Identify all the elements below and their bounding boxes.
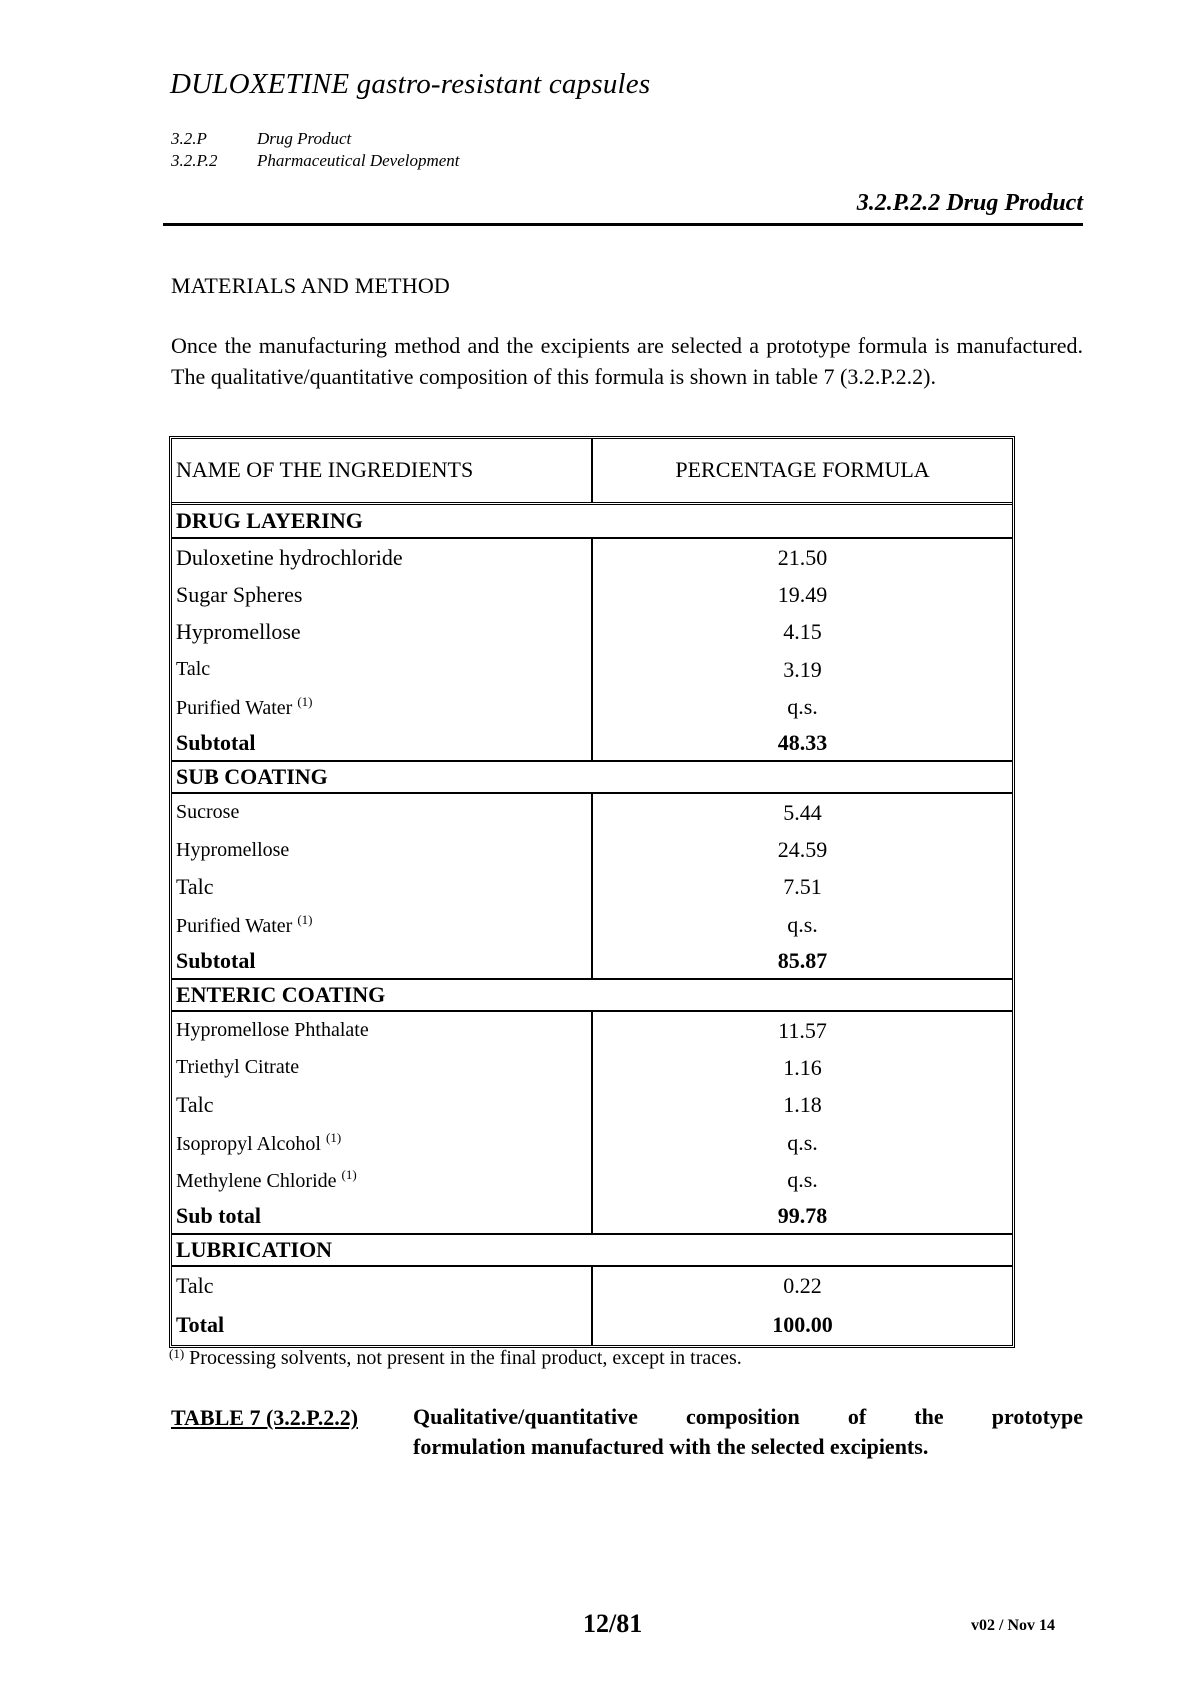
section-number: 3.2.P — [171, 129, 207, 148]
table-row — [172, 1266, 1012, 1304]
ingredient-value: 0.22 — [783, 1272, 822, 1298]
footnote-marker: (1) — [297, 911, 313, 927]
table-header-row — [172, 439, 1012, 503]
ingredient-name: Triethyl Citrate — [172, 1049, 592, 1086]
ingredient-value: 1.16 — [783, 1054, 822, 1080]
section-title: SUB COATING — [172, 761, 1012, 793]
section-row — [171, 150, 460, 172]
ingredient-name: Hypromellose — [172, 614, 592, 651]
section-label: Pharmaceutical Development — [257, 151, 460, 170]
section-number: 3.2.P.2 — [171, 151, 218, 170]
table-caption-label: TABLE 7 (3.2.P.2.2) — [171, 1405, 359, 1430]
table-row — [172, 869, 1012, 906]
ingredient-name: Talc — [172, 1087, 592, 1124]
header-divider — [163, 223, 1083, 226]
subtotal-value: 48.33 — [592, 726, 1012, 761]
table-row — [172, 1011, 1012, 1049]
intro-paragraph: Once the manufacturing method and the excipients are selected a prototype formula is manufactured. The qualitative/quantitative composition of this formula is shown in table 7 (3.2.P.2.2). — [171, 333, 1083, 389]
table-row — [172, 831, 1012, 868]
caption-line-1: Qualitative/quantitative composition of the prototype — [413, 1404, 1083, 1429]
composition-table — [169, 436, 1015, 1348]
table-row — [172, 793, 1012, 831]
ingredient-name: Methylene Chloride — [176, 1169, 337, 1192]
ingredient-name: Isopropyl Alcohol — [176, 1132, 321, 1155]
section-title: LUBRICATION — [172, 1234, 1012, 1266]
ingredient-name-cell — [172, 906, 592, 943]
ingredient-value: 3.19 — [783, 656, 822, 682]
ingredient-name-cell — [172, 1124, 592, 1161]
ingredient-name: Hypromellose Phthalate — [172, 1011, 592, 1049]
ingredient-name: Hypromellose — [172, 831, 592, 868]
table-row — [172, 688, 1012, 725]
ingredient-name: Purified Water — [176, 914, 293, 937]
subtotal-row — [172, 726, 1012, 761]
ingredient-value: q.s. — [787, 911, 818, 937]
table-caption-text — [413, 1402, 1083, 1462]
section-row-drug-layering — [172, 503, 1012, 538]
ingredient-name: Sugar Spheres — [172, 576, 592, 613]
ingredient-value: 21.50 — [777, 544, 828, 570]
ingredient-value: q.s. — [787, 1129, 818, 1155]
ingredient-value: 19.49 — [777, 581, 828, 607]
table-row — [172, 651, 1012, 688]
subtotal-label: Sub total — [172, 1199, 592, 1234]
ingredient-value: 4.15 — [783, 619, 822, 645]
footnote-marker: (1) — [169, 1346, 185, 1361]
ingredient-value: q.s. — [787, 693, 818, 719]
ingredient-value: 7.51 — [783, 874, 822, 900]
column-header-name: NAME OF THE INGREDIENTS — [172, 439, 592, 503]
table-row — [172, 1087, 1012, 1124]
ingredient-name: Talc — [172, 869, 592, 906]
table-row — [172, 1124, 1012, 1161]
table-row — [172, 1161, 1012, 1198]
table-row — [172, 576, 1012, 613]
total-value: 100.00 — [772, 1311, 833, 1337]
table-row — [172, 538, 1012, 576]
subtotal-row — [172, 943, 1012, 978]
ingredient-value: 11.57 — [778, 1017, 827, 1043]
total-label: Total — [172, 1305, 592, 1345]
ingredient-name: Duloxetine hydrochloride — [172, 538, 592, 576]
section-title: ENTERIC COATING — [172, 979, 1012, 1011]
document-title: DULOXETINE gastro-resistant capsules — [170, 68, 651, 100]
section-row-lubrication — [172, 1234, 1012, 1266]
subtotal-value: 85.87 — [592, 943, 1012, 978]
ingredient-value: 5.44 — [783, 799, 822, 825]
ingredient-value: q.s. — [787, 1166, 818, 1192]
version-label: v02 / Nov 14 — [971, 1617, 1055, 1634]
table-row — [172, 614, 1012, 651]
footnote-marker: (1) — [326, 1129, 342, 1145]
subtotal-label: Subtotal — [172, 943, 592, 978]
ingredient-name-cell — [172, 688, 592, 725]
total-row — [172, 1305, 1012, 1345]
section-row — [171, 128, 460, 150]
subtotal-value: 99.78 — [592, 1199, 1012, 1234]
table-footnote — [169, 1346, 742, 1370]
ingredient-value: 24.59 — [777, 837, 828, 863]
page-number: 12/81 — [583, 1609, 643, 1638]
section-list — [171, 128, 460, 172]
ingredient-name: Talc — [172, 651, 592, 688]
section-title: DRUG LAYERING — [172, 503, 1012, 538]
ingredient-name: Sucrose — [172, 793, 592, 831]
subtotal-row — [172, 1199, 1012, 1234]
table-row — [172, 1049, 1012, 1086]
caption-line-2: formulation manufactured with the selected excipients. — [413, 1434, 929, 1459]
ingredient-value: 1.18 — [783, 1092, 822, 1118]
footnote-text: Processing solvents, not present in the final product, except in traces. — [184, 1347, 742, 1369]
materials-heading: MATERIALS AND METHOD — [171, 273, 450, 298]
subtotal-label: Subtotal — [172, 726, 592, 761]
section-row-enteric-coating — [172, 979, 1012, 1011]
current-section-label: 3.2.P.2.2 Drug Product — [856, 190, 1083, 216]
ingredient-name: Talc — [172, 1266, 592, 1304]
footnote-marker: (1) — [297, 693, 313, 709]
footnote-marker: (1) — [341, 1166, 357, 1182]
ingredient-name: Purified Water — [176, 696, 293, 719]
table-row — [172, 906, 1012, 943]
column-header-percent: PERCENTAGE FORMULA — [592, 439, 1012, 503]
section-row-sub-coating — [172, 761, 1012, 793]
section-label: Drug Product — [257, 129, 352, 148]
ingredient-name-cell — [172, 1161, 592, 1198]
